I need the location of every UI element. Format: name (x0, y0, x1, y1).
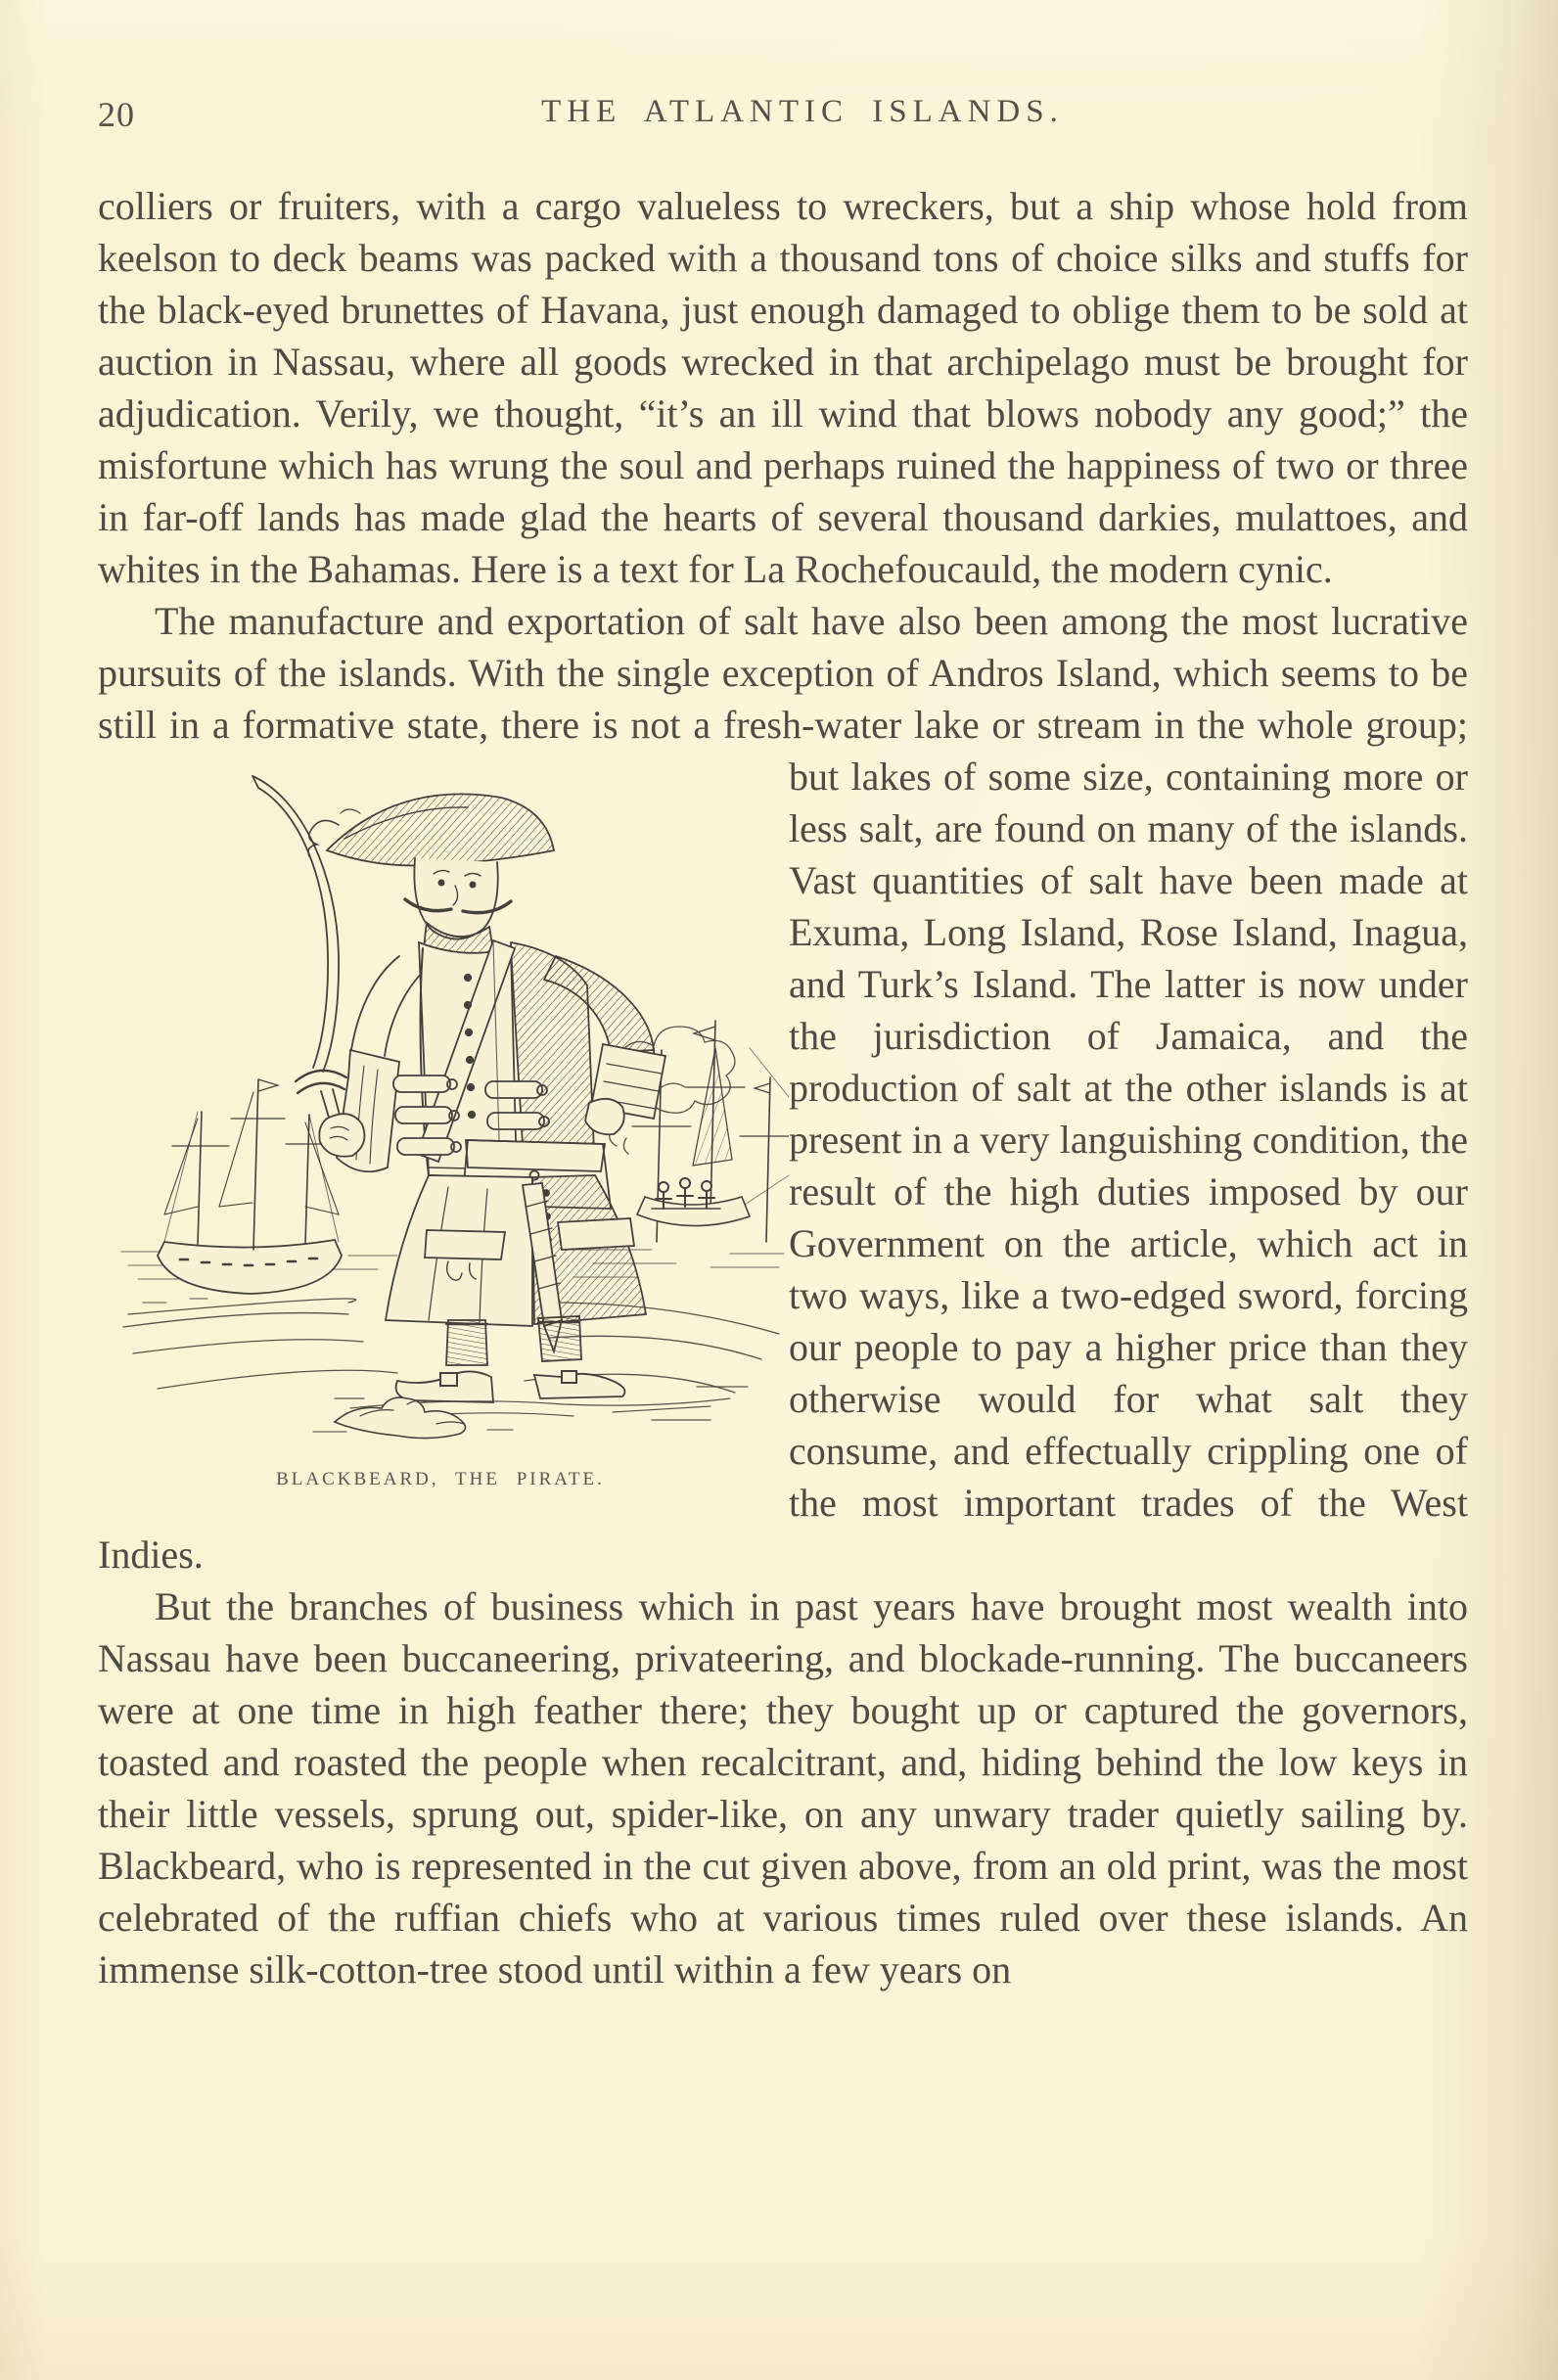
shore-tuft (313, 1397, 513, 1438)
page-body (98, 180, 1468, 1995)
illustration-caption: BLACKBEARD, THE PIRATE. (276, 1469, 605, 1489)
tricorn-hat (308, 794, 554, 865)
illustration-block (98, 755, 789, 1505)
paragraph-2-after: water lake or stream in the whole group; but lakes of some size, containing more or less salt, are found on many of the islands. Vast quantities of salt have been made at Exuma, Long Island, Rose Island, Inagua, and Turk’s Island. The latter is now under the jurisdiction of Jamaica, and the production of salt at the other islands is at present in a very languishing condition, the result of the high duties imposed by our Government on the article, which act in two ways, like a two-edged sword, forcing our people to pay a higher price than they otherwise would for what salt they consume, and effectually crippling one of the most important trades of the West Indies. (98, 703, 1468, 1577)
cutlass (252, 776, 346, 1121)
coat-skirt (386, 1175, 646, 1326)
legs (396, 1316, 625, 1402)
paragraph-2 (98, 595, 1468, 1580)
blackbeard-illustration (104, 755, 789, 1440)
paragraph-3: But the branches of business which in past years have brought most wealth into Nassau have been buccaneering, privateering, and blockade-running. The buccaneers were at one time in high feather there; they bought up or captured the governors, toasted and roasted the people when recalcitrant, and, hiding behind the low keys in their little vessels, sprung out, spider-like, on any unwary trader quietly sailing by. Blackbeard, who is represented in the cut given above, from an old print, was the most celebrated of the ruffian chiefs who at various times ruled over these islands. An immense silk-cotton-tree stood until within a few years on (98, 1584, 1468, 1991)
paragraph-1: colliers or fruiters, with a cargo valueless to wreckers, but a ship whose hold from keelson to deck beams was packed with a thousand tons of choice silks and stuffs for the black-eyed brunettes of Havana, just enough damaged to oblige them to be sold at auction in Nassau, where all goods wrecked in that archipelago must be brought for adjudication. Verily, we thought, “it’s an ill wind that blows nobody any good;” the misfortune which has wrung the soul and perhaps ruined the happiness of two or three in far-off lands has made glad the hearts of several thousand darkies, mulattoes, and whites in the Bahamas. Here is a text for La Rochefoucauld, the modern cynic. (98, 184, 1468, 591)
page-number: 20 (98, 95, 135, 134)
paragraph-2-before: The manufacture and exportation of salt have also been among the most lucrative pursuits of the islands. With the single exception of Andros Island, which seems to be still in a formative state, there is not a fresh- (98, 599, 1468, 747)
left-ship (158, 1079, 342, 1294)
page-header (98, 0, 1468, 153)
running-title: THE ATLANTIC ISLANDS. (541, 94, 1064, 129)
